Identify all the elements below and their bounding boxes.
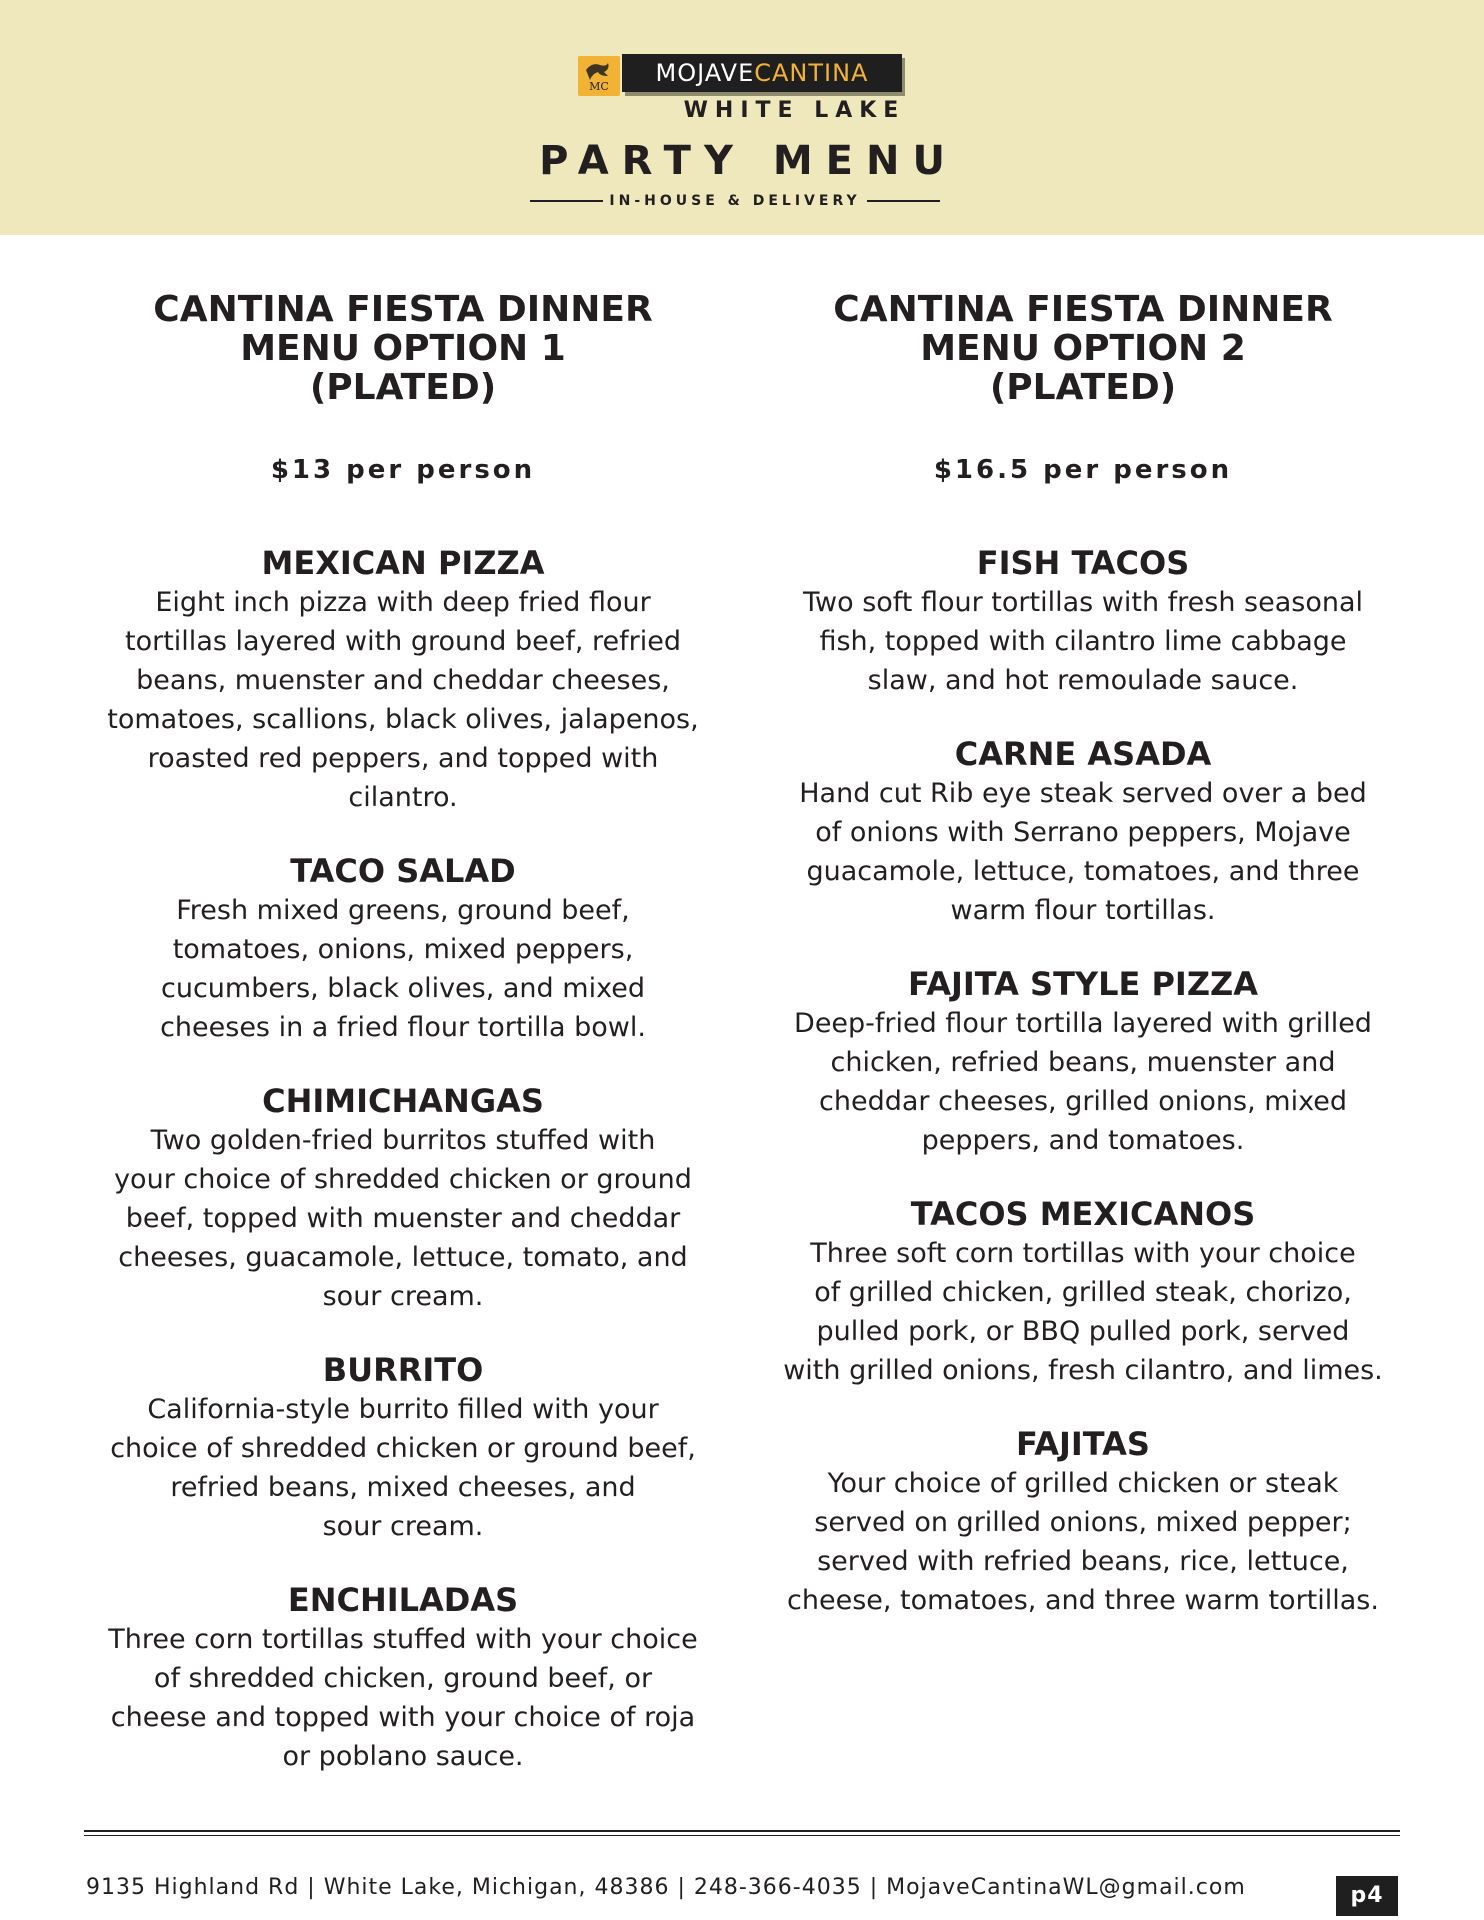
menu-item-description: Two golden-fried burritos stuffed with your choice of shredded chicken or ground beef, topped with muenster and cheddar cheeses, guacamole, lettuce, tomato, and sour cream. (114, 1125, 692, 1312)
menu-item (763, 543, 1403, 700)
menu-item-name: ENCHILADAS (287, 1581, 519, 1619)
footer-divider (84, 1830, 1400, 1832)
footer-divider-thin (84, 1835, 1400, 1836)
menu-item-description: Three soft corn tortillas with your choice of grilled chicken, grilled steak, chorizo, pulled pork, or BBQ pulled pork, served with grilled onions, fresh cilantro, and limes. (783, 1238, 1383, 1386)
logo-word-cantina: CANTINA (754, 59, 869, 87)
menu-item-name: FAJITA STYLE PIZZA (908, 965, 1258, 1003)
menu-item-name: CARNE ASADA (954, 735, 1212, 773)
menu-item-description: Three corn tortillas stuffed with your choice of shredded chicken, ground beef, or cheese and topped with your choice of roja or poblano sauce. (108, 1624, 698, 1772)
option-title: CANTINA FIESTA DINNER MENU OPTION 2 (PLATED) (833, 289, 1333, 408)
logo-mark-icon (578, 56, 620, 96)
menu-item-name: CHIMICHANGAS (262, 1082, 544, 1120)
subtitle-rule-left (530, 200, 603, 202)
location-name: WHITE LAKE (683, 98, 906, 123)
logo-mark-text: MC (589, 80, 609, 93)
menu-item (83, 851, 723, 1047)
subtitle-text: IN-HOUSE & DELIVERY (609, 193, 861, 209)
menu-item-description: Fresh mixed greens, ground beef, tomatoes, onions, mixed peppers, cucumbers, black olives, and mixed cheeses in a fried flour tortilla bowl. (160, 895, 646, 1043)
menu-option-1 (83, 290, 723, 1810)
menu-item-name: MEXICAN PIZZA (261, 544, 545, 582)
menu-item-name: TACO SALAD (290, 852, 516, 890)
menu-items (763, 543, 1403, 1620)
menu-items (83, 543, 723, 1776)
page-subtitle (530, 190, 940, 212)
menu-item (83, 1580, 723, 1776)
page-number-badge: p4 (1336, 1876, 1398, 1916)
menu-item (763, 1424, 1403, 1620)
option-title: CANTINA FIESTA DINNER MENU OPTION 1 (PLATED) (153, 289, 653, 408)
menu-item-name: FISH TACOS (976, 544, 1190, 582)
header-band (0, 0, 1484, 235)
menu-item (83, 1081, 723, 1316)
menu-item-name: BURRITO (322, 1351, 484, 1389)
menu-item (763, 1194, 1403, 1390)
option-price: $13 per person (270, 455, 536, 485)
menu-item (83, 1350, 723, 1546)
menu-item (763, 964, 1403, 1160)
menu-item-description: Your choice of grilled chicken or steak served on grilled onions, mixed pepper; served with refried beans, rice, lettuce, cheese, tomatoes, and three warm tortillas. (787, 1468, 1379, 1616)
menu-option-2 (763, 290, 1403, 1654)
option-price: $16.5 per person (933, 455, 1233, 485)
logo-word-mojave: MOJAVE (655, 59, 755, 87)
menu-item-description: Deep-fried flour tortilla layered with grilled chicken, refried beans, muenster and cheddar cheeses, grilled onions, mixed peppers, and tomatoes. (794, 1008, 1372, 1156)
logo-wordmark (622, 54, 902, 92)
menu-item (83, 543, 723, 817)
menu-item-description: California-style burrito filled with your choice of shredded chicken or ground beef, refried beans, mixed cheeses, and sour cream. (110, 1394, 696, 1542)
menu-item-description: Eight inch pizza with deep fried flour tortillas layered with ground beef, refried beans, muenster and cheddar cheeses, tomatoes, scallions, black olives, jalapenos, roasted red peppers, and topped with cilantro. (107, 587, 699, 813)
menu-item-name: TACOS MEXICANOS (910, 1195, 1256, 1233)
subtitle-rule-right (867, 200, 940, 202)
menu-item-name: FAJITAS (1016, 1425, 1150, 1463)
footer-contact: 9135 Highland Rd | White Lake, Michigan, 48386 | 248-366-4035 | MojaveCantinaWL@gmail.com (86, 1875, 1246, 1900)
mojave-cantina-logo (578, 54, 904, 98)
page-title: PARTY MENU (539, 138, 958, 184)
menu-item (763, 734, 1403, 930)
menu-item-description: Hand cut Rib eye steak served over a bed of onions with Serrano peppers, Mojave guacamole, lettuce, tomatoes, and three warm flour tortillas. (799, 778, 1367, 926)
menu-item-description: Two soft flour tortillas with fresh seasonal fish, topped with cilantro lime cabbage slaw, and hot remoulade sauce. (802, 587, 1364, 696)
